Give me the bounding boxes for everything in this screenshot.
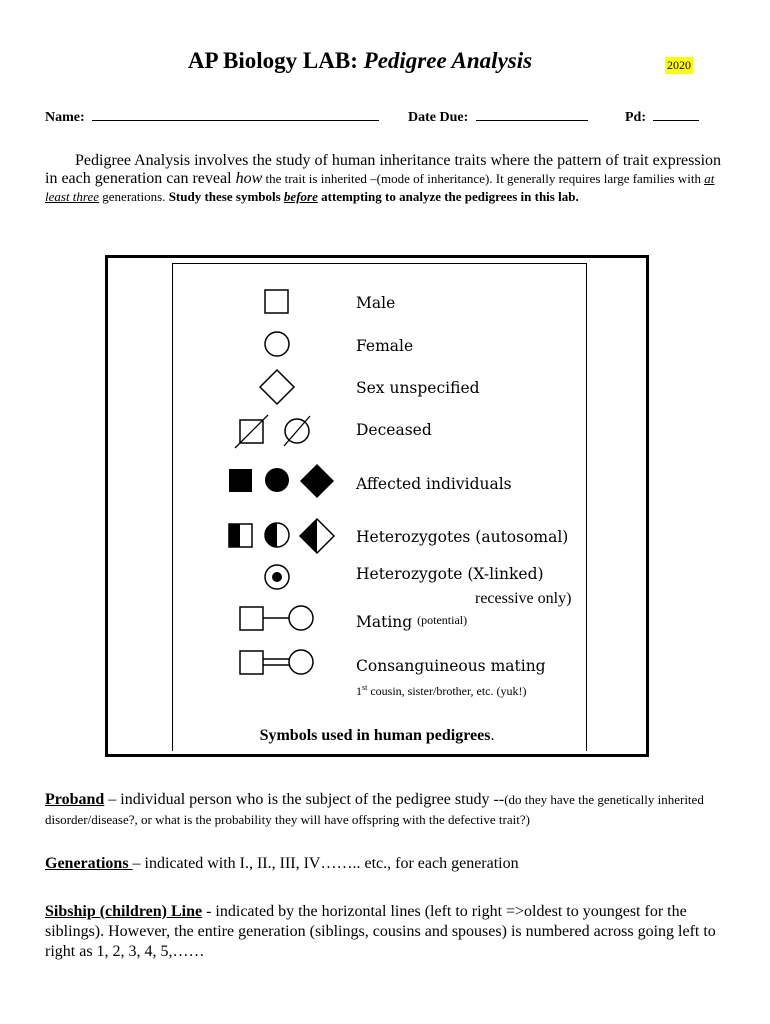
affected-male-icon [229,469,252,492]
heterozygotes-autosomal-label: Heterozygotes (autosomal) [356,528,569,546]
male-square-icon [265,290,288,313]
mating-icon [240,606,313,630]
intro-paragraph: Pedigree Analysis involves the study of human inheritance traits where the pattern of trait expression in each generation can reveal how the trait is inherited –(mode of inheritance). It generally requires large families with at least three generations. Study these symbols before attempting to analyze the pedigrees in this lab. [45,152,722,204]
name-label: Name: [45,110,85,125]
male-label: Male [356,294,396,312]
year-badge: 2020 [667,58,691,72]
proband-term: Proband [45,791,105,808]
page-title-italic: Pedigree Analysis [363,48,533,73]
cousin-note: 1st cousin, sister/brother, etc. (yuk!) [356,683,527,698]
affected-female-icon [265,468,289,492]
generations-definition: Generations – indicated with I., II., III, IV…….. etc., for each generation [45,855,519,872]
sex-unspecified-label: Sex unspecified [356,379,480,397]
consanguineous-label: Consanguineous mating [356,657,546,675]
heterozygote-autosomal-icons [229,519,334,553]
deceased-icons [235,415,310,448]
mating-label: Mating (potential) [356,613,468,631]
deceased-label: Deceased [356,421,432,439]
date-due-label: Date Due: [408,110,469,125]
female-circle-icon [265,332,289,356]
generations-term: Generations [45,855,133,872]
unspecified-diamond-icon [260,370,294,404]
heterozygote-x-label: Heterozygote (X-linked) [356,565,544,583]
proband-definition: Proband – individual person who is the subject of the pedigree study --(do they have the genetically inherited disorder/disease?, or what is the probability they will have offspring with the defective trait?) [45,791,704,827]
affected-icons [229,464,334,498]
symbols-caption: Symbols used in human pedigrees. [259,727,495,744]
sibship-term: Sibship (children) Line [45,903,203,920]
page-title: AP Biology LAB: Pedigree Analysis [187,48,533,73]
female-label: Female [356,337,414,355]
period-label: Pd: [625,110,646,125]
sibship-definition: Sibship (children) Line - indicated by the horizontal lines (left to right =>oldest to youngest for the siblings). However, the entire generation (siblings, cousins and spouses) is numbered across going left to right as 1, 2, 3, 4, 5,…… [45,903,716,960]
consanguineous-mating-icon [240,650,313,674]
recessive-only-label: recessive only) [475,590,572,607]
mating-note: (potential) [417,613,468,627]
affected-unspecified-icon [300,464,334,498]
affected-label: Affected individuals [356,475,512,493]
